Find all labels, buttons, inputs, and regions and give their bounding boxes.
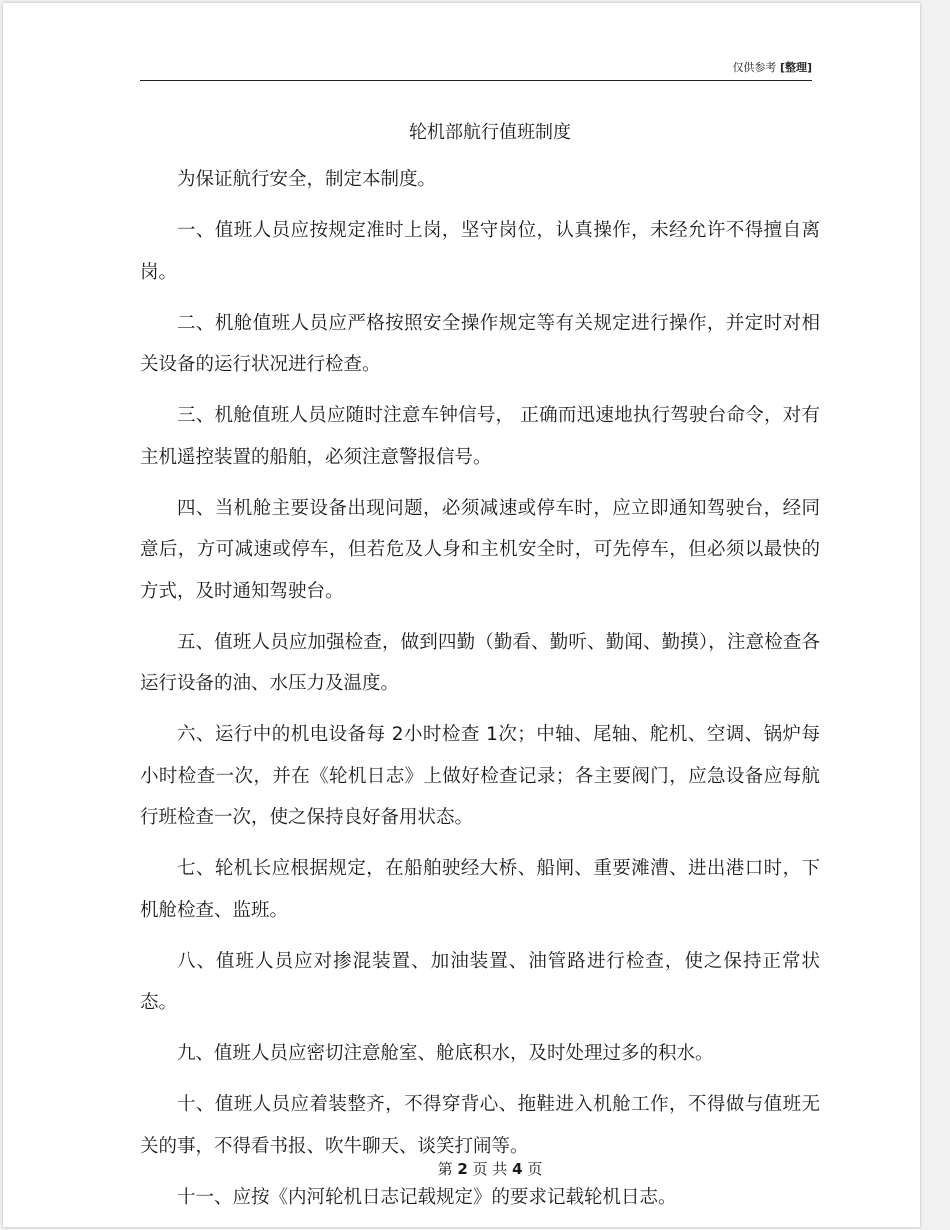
page-prefix: 第 (437, 1160, 453, 1178)
page-suffix: 页 (527, 1160, 543, 1178)
total-pages-number: 4 (512, 1160, 523, 1178)
page-header (140, 56, 812, 81)
paragraph-rule-1: 一、值班人员应按规定准时上岗，坚守岗位，认真操作，未经允许不得擅自离岗。 (140, 220, 820, 283)
header-label (732, 59, 812, 75)
paragraph-rule-6: 六、运行中的机电设备每 2小时检查 1次；中轴、尾轴、舵机、空调、锅炉每小时检查一次，并在《轮机日志》上做好检查记录；各主要阀门，应急设备应每航行班检查一次，使之保持良好备用状态。 (140, 724, 820, 828)
document-page (3, 3, 920, 1227)
paragraph-rule-4: 四、当机舱主要设备出现问题，必须减速或停车时，应立即通知驾驶台，经同意后，方可减速或停车，但若危及人身和主机安全时，可先停车，但必须以最快的方式，及时通知驾驶台。 (140, 497, 820, 602)
paragraph-rule-3: 三、机舱值班人员应随时注意车钟信号， 正确而迅速地执行驾驶台命令，对有主机遥控装置的船舶，必须注意警报信号。 (140, 405, 820, 468)
page-footer (140, 1159, 840, 1179)
paragraph-rule-7: 七、轮机长应根据规定，在船舶驶经大桥、船闸、重要滩漕、进出港口时，下机舱检查、监班。 (140, 858, 820, 921)
header-reference-text: 仅供参考 (732, 61, 777, 74)
paragraph-rule-8: 八、值班人员应对掺混装置、加油装置、油管路进行检查，使之保持正常状态。 (140, 950, 820, 1013)
document-title: 轮机部航行值班制度 (409, 122, 571, 143)
paragraph-rule-2: 二、机舱值班人员应严格按照安全操作规定等有关规定进行操作，并定时对相关设备的运行状况进行检查。 (140, 312, 820, 375)
paragraph-rule-9: 九、值班人员应密切注意舱室、舱底积水，及时处理过多的积水。 (177, 1043, 714, 1064)
header-tag: [整理] (779, 61, 812, 74)
paragraph-rule-11: 十一、应按《内河轮机日志记载规定》的要求记载轮机日志。 (177, 1186, 677, 1208)
paragraph-rule-5: 五、值班人员应加强检查，做到四勤（勤看、勤听、勤闻、勤摸），注意检查各运行设备的油、水压力及温度。 (140, 631, 820, 694)
paragraph-intro: 为保证航行安全，制定本制度。 (177, 169, 437, 190)
current-page-number: 2 (457, 1160, 468, 1178)
paragraph-rule-10: 十、值班人员应着装整齐，不得穿背心、拖鞋进入机舱工作，不得做与值班无关的事，不得看书报、吹牛聊天、谈笑打闹等。 (140, 1094, 820, 1157)
document-body (140, 159, 820, 1218)
page-mid: 页 共 (472, 1160, 508, 1178)
